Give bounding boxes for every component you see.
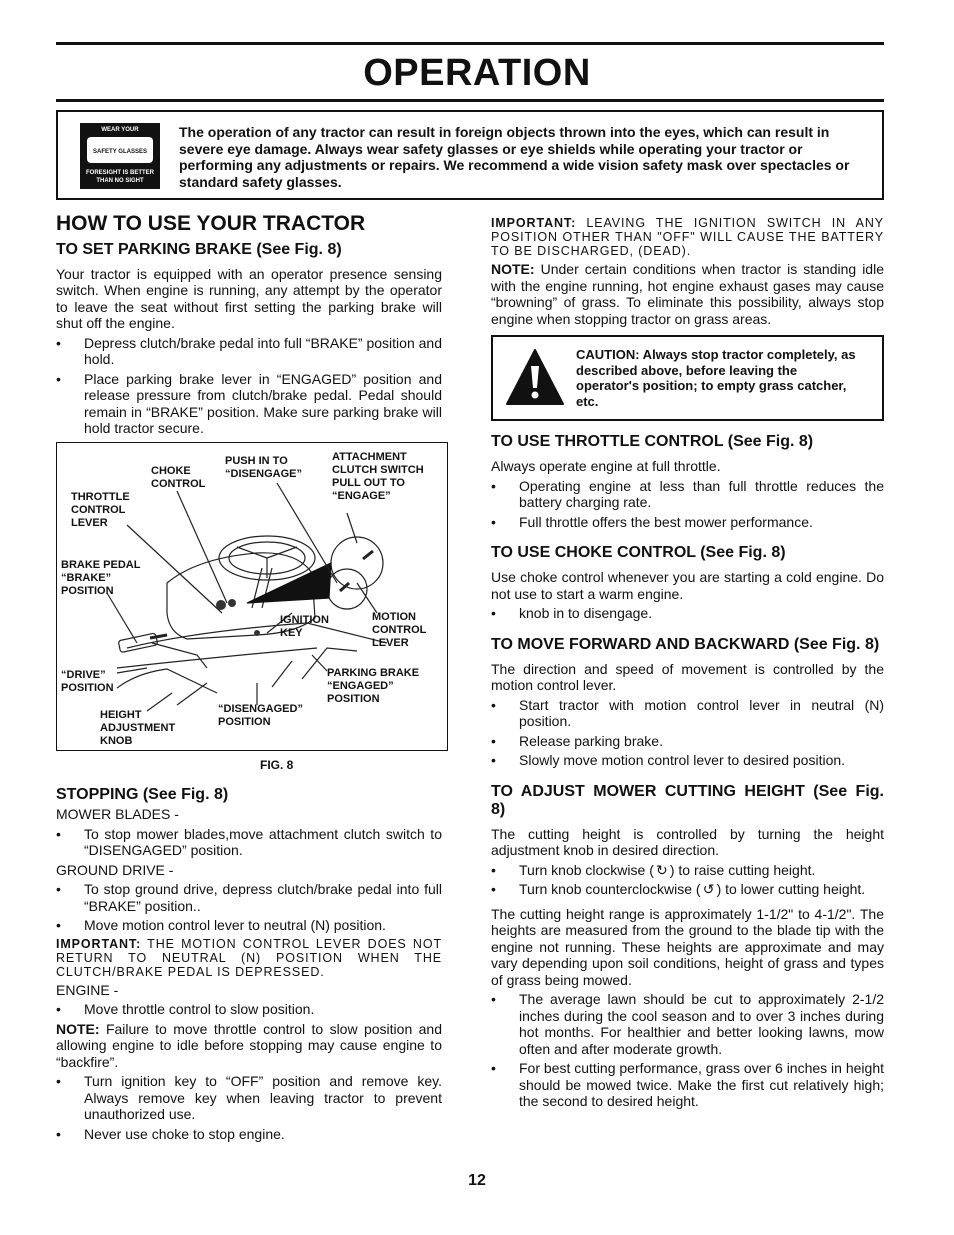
throttle-para: Always operate engine at full throttle. bbox=[491, 458, 721, 474]
icon-caption-top: WEAR YOUR bbox=[101, 127, 139, 133]
list-item: • knob in to disengage. bbox=[491, 605, 884, 622]
list-item: • Release parking brake. bbox=[491, 733, 884, 750]
right-column bbox=[491, 216, 884, 1113]
icon-caption-bottom-2: THAN NO SIGHT bbox=[96, 178, 144, 184]
label-ignition-key: IGNITION KEY bbox=[280, 614, 329, 639]
figure-caption: FIG. 8 bbox=[260, 758, 294, 772]
caution-box bbox=[491, 335, 884, 421]
top-rule bbox=[56, 42, 884, 45]
page-title: OPERATION bbox=[363, 52, 591, 94]
move-para: The direction and speed of movement is controlled by the motion control lever. bbox=[491, 660, 884, 693]
title-rule bbox=[56, 99, 884, 102]
throttle-list bbox=[491, 478, 884, 531]
parking-brake-para: Your tractor is equipped with an operator presence sensing switch. When engine is running, any attempt by the operator to leave the seat without first setting the parking brake will shut off the engine. bbox=[56, 265, 442, 331]
list-item: • Never use choke to stop engine. bbox=[56, 1126, 442, 1143]
height-list-2 bbox=[491, 991, 884, 1110]
list-item: • Move motion control lever to neutral (N) position. bbox=[56, 917, 442, 934]
label-push-in-disengage: PUSH IN TO “DISENGAGE” bbox=[225, 455, 303, 480]
main-heading: HOW TO USE YOUR TRACTOR bbox=[56, 212, 366, 235]
counterclockwise-arrow-icon: ↺ bbox=[702, 881, 715, 897]
icon-caption-bottom-1: FORESIGHT IS BETTER bbox=[85, 170, 154, 176]
ground-drive-label: GROUND DRIVE - bbox=[56, 861, 174, 878]
height-para: The cutting height is controlled by turning the height adjustment knob in desired direction. bbox=[491, 825, 884, 858]
height-list-1 bbox=[491, 862, 884, 898]
list-item: • Operating engine at less than full throttle reduces the battery charging rate. bbox=[491, 478, 884, 511]
list-item: • Turn knob clockwise ( ↻ ) to raise cutting height. bbox=[491, 862, 884, 879]
important-motion-note: IMPORTANT: THE MOTION CONTROL LEVER DOES NOT RETURN TO NEUTRAL (N) POSITION WHEN THE CLUTCH/BRAKE PEDAL IS DEPRESSED. bbox=[56, 936, 442, 979]
backfire-note: NOTE: Failure to move throttle control to slow position and allowing engine to idle before stopping may cause engine to “backfire”. bbox=[56, 1020, 442, 1070]
label-attachment-clutch-switch: ATTACHMENT CLUTCH SWITCH PULL OUT TO “ENGAGE” bbox=[332, 451, 424, 502]
icon-caption-mid: SAFETY GLASSES bbox=[93, 149, 147, 155]
page-number: 12 bbox=[468, 1172, 486, 1189]
move-heading: TO MOVE FORWARD AND BACKWARD (See Fig. 8) bbox=[491, 635, 880, 653]
figure-8 bbox=[56, 442, 448, 751]
list-item: • Turn ignition key to “OFF” position and remove key. Always remove key when leaving tractor to prevent unauthorized use. bbox=[56, 1073, 442, 1123]
height-heading: TO ADJUST MOWER CUTTING HEIGHT (See Fig. 8) bbox=[491, 782, 884, 818]
clockwise-arrow-icon: ↻ bbox=[655, 861, 668, 878]
choke-para: Use choke control whenever you are starting a cold engine. Do not use to start a warm engine. bbox=[491, 569, 884, 602]
label-throttle-control-lever: THROTTLE CONTROL LEVER bbox=[71, 491, 130, 529]
left-column-top bbox=[56, 212, 442, 440]
list-item: • Turn knob counterclockwise ( ↺ ) to lower cutting height. bbox=[491, 881, 884, 898]
safety-warning-text: The operation of any tractor can result in foreign objects thrown into the eyes, which can result in severe eye damage. Always wear safety glasses or eye shields while operating your tractor or performing any adjustments or repairs. We recommend a wide vision safety mask over spectacles or standard safety glasses. bbox=[179, 124, 850, 190]
list-item: • The average lawn should be cut to approximately 2-1/2 inches during the cool season and to over 3 inches during hot months. For healthier and better looking lawns, mow often and after moderate growth. bbox=[491, 991, 884, 1057]
list-item: • Move throttle control to slow position. bbox=[56, 1001, 442, 1018]
engine-list-2 bbox=[56, 1073, 442, 1142]
safety-warning-box bbox=[56, 110, 884, 200]
ground-list bbox=[56, 881, 442, 934]
list-item: • Slowly move motion control lever to desired position. bbox=[491, 752, 884, 769]
move-list bbox=[491, 697, 884, 769]
label-height-adjustment-knob: HEIGHT ADJUSTMENT KNOB bbox=[100, 709, 176, 747]
list-item: • For best cutting performance, grass over 6 inches in height should be mowed twice. Make the first cut relatively high; the second to desired height. bbox=[491, 1060, 884, 1110]
mower-list bbox=[56, 826, 442, 859]
throttle-heading: TO USE THROTTLE CONTROL (See Fig. 8) bbox=[491, 433, 814, 450]
list-item: • Depress clutch/brake pedal into full “BRAKE” position and hold. bbox=[56, 335, 442, 368]
label-motion-control-lever: MOTION CONTROL LEVER bbox=[372, 611, 427, 649]
warning-triangle-icon bbox=[505, 348, 565, 406]
left-column-bottom bbox=[56, 786, 442, 1145]
browning-note: NOTE: Under certain conditions when tractor is standing idle with the engine running, hot engine exhaust gases may cause “browning” of grass. To eliminate this possibility, always stop engine when stopping tractor on grass areas. bbox=[491, 261, 884, 327]
stopping-heading: STOPPING (See Fig. 8) bbox=[56, 786, 229, 803]
glasses-icon bbox=[85, 135, 155, 165]
important-ignition-note: IMPORTANT: LEAVING THE IGNITION SWITCH IN ANY POSITION OTHER THAN "OFF" WILL CAUSE THE BATTERY TO BE DISCHARGED, (DEAD). bbox=[491, 216, 884, 258]
parking-brake-list bbox=[56, 335, 442, 437]
list-item: • Full throttle offers the best mower performance. bbox=[491, 514, 884, 531]
engine-label: ENGINE - bbox=[56, 981, 119, 998]
label-brake-pedal-position: BRAKE PEDAL “BRAKE” POSITION bbox=[61, 559, 141, 597]
choke-list bbox=[491, 605, 884, 622]
list-item: • Place parking brake lever in “ENGAGED” position and release pressure from clutch/brake pedal. Pedal should remain in “BRAKE” position. Make sure parking brake will hold tractor secure. bbox=[56, 371, 442, 437]
parking-brake-heading: TO SET PARKING BRAKE (See Fig. 8) bbox=[56, 240, 342, 258]
safety-glasses-icon bbox=[80, 123, 160, 189]
label-parking-brake-engaged: PARKING BRAKE “ENGAGED” POSITION bbox=[327, 667, 420, 705]
mower-blades-label: MOWER BLADES - bbox=[56, 806, 179, 822]
list-item: • To stop mower blades,move attachment clutch switch to “DISENGAGED” position. bbox=[56, 826, 442, 859]
label-disengaged-position: “DISENGAGED” POSITION bbox=[218, 703, 303, 728]
choke-heading: TO USE CHOKE CONTROL (See Fig. 8) bbox=[491, 544, 786, 561]
caution-text: CAUTION: Always stop tractor completely, as described above, before leaving the operator's position; to empty grass catcher, etc. bbox=[576, 347, 856, 409]
label-drive-position: “DRIVE” POSITION bbox=[61, 669, 114, 694]
list-item: • Start tractor with motion control lever in neutral (N) position. bbox=[491, 697, 884, 730]
list-item: • To stop ground drive, depress clutch/brake pedal into full “BRAKE” position.. bbox=[56, 881, 442, 914]
label-choke-control: CHOKE CONTROL bbox=[151, 465, 206, 490]
height-range-para: The cutting height range is approximately 1-1/2" to 4-1/2". The heights are measured from the ground to the blade tip with the engine not running. These heights are approximate and may vary depending upon soil conditions, height of grass and types of grass being mowed. bbox=[491, 905, 884, 988]
engine-list-1 bbox=[56, 1001, 442, 1018]
